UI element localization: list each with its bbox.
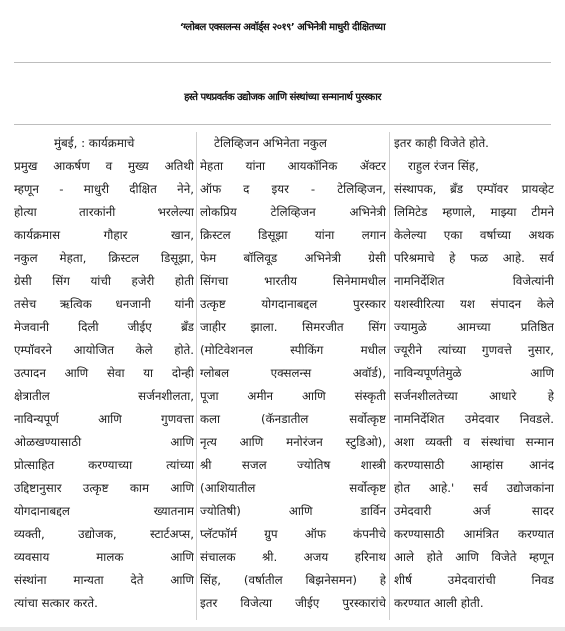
article-text-line: परिश्रमाचे हे फळ आहे. सर्व bbox=[394, 251, 554, 265]
article-text-line: सर्जनशीलतेच्या आधारे हे bbox=[394, 389, 554, 403]
article-text-line: फेम बॉलिवूड अभिनेत्री ग्रेसी bbox=[200, 251, 386, 265]
article-text-line: शीर्ष उमेदवारांची निवड bbox=[394, 573, 554, 587]
article-text-line: सिंह, (वर्षातील बिझनेसमन) हे bbox=[200, 573, 386, 587]
article-text-line: तसेच ऋत्विक धनजानी यांनी bbox=[14, 297, 194, 311]
article-text-line: करण्यासाठी आमंत्रित करण्यात bbox=[394, 527, 554, 541]
article-text-line: संस्थापक, ब्रँड एम्पॉवर प्रायव्हेट bbox=[394, 182, 554, 196]
article-column-3 bbox=[394, 132, 554, 622]
article-text-line: सिंगचा भारतीय सिनेमामधील bbox=[200, 274, 386, 288]
article-text-line: नाविन्यपूर्णतेमुळे आणि bbox=[394, 366, 554, 380]
article-text-line: जाहीर झाला. सिमरजीत सिंग bbox=[200, 320, 386, 334]
article-text-line: ग्लोबल एक्सलन्स अवॉर्ड), bbox=[200, 366, 386, 380]
headline-line-1: ‘ग्लोबल एक्सलन्स अवॉर्ड्स २०१९’ अभिनेत्री माधुरी दीक्षितच्या bbox=[179, 22, 386, 33]
article-text-line: अशा व्यक्ती व संस्थांचा सन्मान bbox=[394, 435, 554, 449]
article-text-line: होत्या तारकांनी भरलेल्या bbox=[14, 205, 194, 219]
article-text-line: करण्यासाठी आम्हांस आनंद bbox=[394, 458, 554, 472]
article-text-line: एम्पॉवरने आयोजित केले होते. bbox=[14, 343, 194, 357]
article-text-line: राहुल रंजन सिंह, bbox=[408, 159, 479, 173]
article-text-line: पूजा अमीन आणि संस्कृती bbox=[200, 389, 386, 403]
article-column-1 bbox=[14, 132, 194, 622]
article-text-line: ओळखण्यासाठी आणि bbox=[14, 435, 194, 449]
article-text-line: (आशियातील सर्वोत्कृष्ट bbox=[200, 481, 386, 495]
article-text-line: मेहता यांना आयकॉनिक ॲक्टर bbox=[200, 159, 386, 173]
article-text-line: उत्कृष्ट योगदानाबद्दल पुरस्कार bbox=[200, 297, 386, 311]
article-text-line: कार्यक्रमास गौहार खान, bbox=[14, 228, 194, 242]
article-text-line: उत्पादन आणि सेवा या दोन्ही bbox=[14, 366, 194, 380]
article-text-line: संचालक श्री. अजय हरिनाथ bbox=[200, 550, 386, 564]
article-text-line: प्रोत्साहित करण्याच्या त्यांच्या bbox=[14, 458, 194, 472]
article-text-line: ग्रेसी सिंग यांची हजेरी होती bbox=[14, 274, 194, 288]
article-text-line: आले होते आणि विजेते म्हणून bbox=[394, 550, 554, 564]
article-text-line: ज्योतिषी) आणि डार्विन bbox=[200, 504, 386, 518]
article-text-line: (मोटिवेशनल स्पीकिंग मधील bbox=[200, 343, 386, 357]
article-text-line: प्लॅटफॉर्म ग्रुप ऑफ कंपनीचे bbox=[200, 527, 386, 541]
article-text-line: मेजवानी दिली जीईए ब्रँड bbox=[14, 320, 194, 334]
article-text-line: व्यक्ती, उद्योजक, स्टार्टअप्स, bbox=[14, 527, 194, 541]
article-text-line: उद्दिष्टानुसार उत्कृष्ट काम आणि bbox=[14, 481, 194, 495]
article-text-line: कला (कॅनडातील सर्वोत्कृष्ट bbox=[200, 412, 386, 426]
bottom-edge bbox=[0, 627, 565, 631]
article-text-line: श्री सजल ज्योतिष शास्त्री bbox=[200, 458, 386, 472]
article-text-line: होत आहे.' सर्व उद्योजकांना bbox=[394, 481, 554, 495]
article-text-line: योगदानाबद्दल ख्यातनाम bbox=[14, 504, 194, 518]
article-text-line: इतर काही विजेते होते. bbox=[394, 136, 489, 150]
article-text-line: नकुल मेहता, क्रिस्टल डिसूझा, bbox=[14, 251, 194, 265]
article-text-line: संस्थांना मान्यता देते आणि bbox=[14, 573, 194, 587]
column-divider-2 bbox=[389, 132, 390, 620]
article-text-line: नामनिर्देशित विजेत्यांनी bbox=[394, 274, 554, 288]
article-text-line: यशस्वीरित्या यश संपादन केले bbox=[394, 297, 554, 311]
article-text-line: म्हणून - माधुरी दीक्षित नेने, bbox=[14, 182, 194, 196]
article-text-line: लिमिटेड म्हणाले, माझ्या टीमने bbox=[394, 205, 554, 219]
headline-line-2: हस्ते पथप्रवर्तक उद्योजक आणि संस्थांच्या सन्मानार्थ पुरस्कार bbox=[184, 92, 381, 103]
article-text-line: मुंबई, : कार्यक्रमाचे bbox=[54, 136, 135, 150]
headline-divider bbox=[14, 62, 551, 63]
article-text-line: व्यवसाय मालक आणि bbox=[14, 550, 194, 564]
article-column-2 bbox=[200, 132, 386, 622]
article-text-line: ज्यामुळे आमच्या प्रतिष्ठित bbox=[394, 320, 554, 334]
article-top-divider bbox=[14, 124, 551, 125]
article-text-line: इतर विजेत्या जीईए पुरस्कारांचे bbox=[200, 596, 386, 610]
article-text-line: केलेल्या एका वर्षाच्या अथक bbox=[394, 228, 554, 242]
article-text-line: त्यांचा सत्कार करते. bbox=[14, 596, 98, 610]
article-text-line: करण्यात आली होती. bbox=[394, 596, 484, 610]
article-text-line: नाविन्यपूर्ण आणि गुणवत्ता bbox=[14, 412, 194, 426]
article-text-line: क्षेत्रातील सर्जनशीलता, bbox=[14, 389, 194, 403]
article-text-line: लोकप्रिय टेलिव्हिजन अभिनेत्री bbox=[200, 205, 386, 219]
article-text-line: उमेदवारी अर्ज सादर bbox=[394, 504, 554, 518]
article-text-line: प्रमुख आकर्षण व मुख्य अतिथी bbox=[14, 159, 194, 173]
article-text-line: टेलिव्हिजन अभिनेता नकुल bbox=[214, 136, 327, 150]
article-text-line: क्रिस्टल डिसूझा यांना लगान bbox=[200, 228, 386, 242]
article-text-line: ऑफ द इयर - टेलिव्हिजन, bbox=[200, 182, 386, 196]
article-text-line: नृत्य आणि मनोरंजन स्टुडिओ), bbox=[200, 435, 386, 449]
article-text-line: ज्यूरीने त्यांच्या गुणवत्ते नुसार, bbox=[394, 343, 554, 357]
column-divider-1 bbox=[196, 132, 197, 620]
article-text-line: नामनिर्देशित उमेदवार निवडले. bbox=[394, 412, 554, 426]
